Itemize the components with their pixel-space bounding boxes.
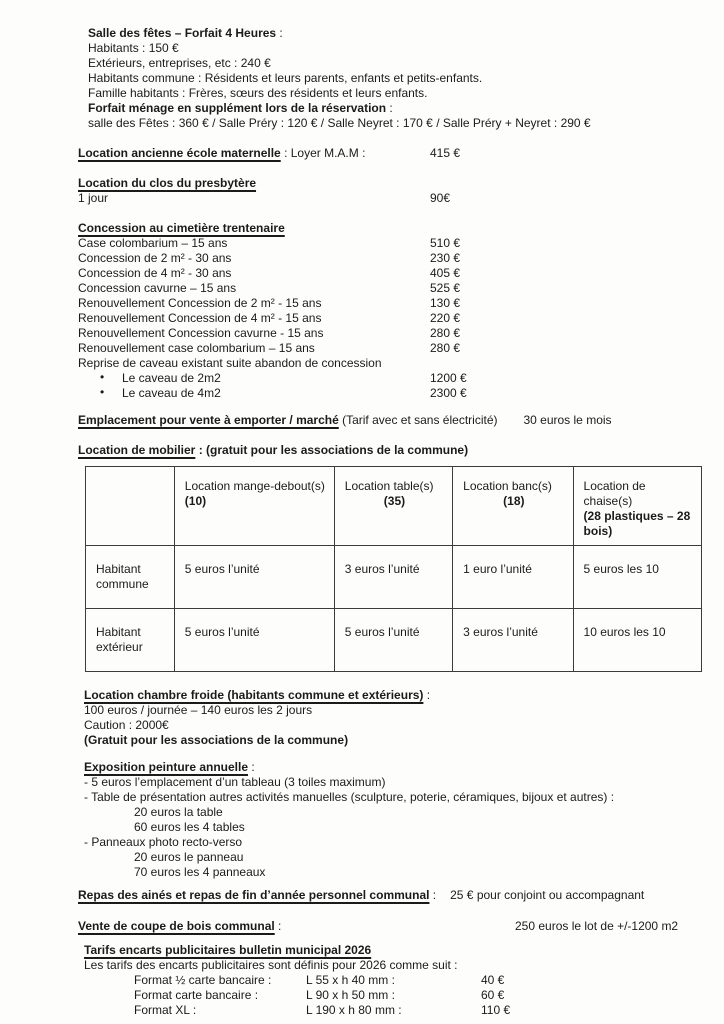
ecole-heading: Location ancienne école maternelle xyxy=(78,146,281,160)
concession-price: 280 € xyxy=(430,341,461,355)
row-label: Habitant commune xyxy=(86,546,175,609)
forfait-menage-title: Forfait ménage en supplément lors de la réservation xyxy=(88,101,387,115)
presbytere-heading-line xyxy=(78,176,702,191)
concession-row xyxy=(78,296,702,311)
concession-row xyxy=(78,251,702,266)
presbytere-row xyxy=(78,191,702,206)
exposition-line: - Panneaux photo recto-verso xyxy=(84,835,243,849)
concession-row xyxy=(78,266,702,281)
bullet-icon: • xyxy=(100,370,105,384)
chambre-heading: Location chambre froide (habitants commune et extérieurs) xyxy=(84,688,424,702)
presbytere-price: 90€ xyxy=(430,191,451,205)
exposition-subline: 60 euros les 4 tables xyxy=(134,820,245,834)
header-chaise xyxy=(573,467,701,546)
concession-row xyxy=(78,311,702,326)
mobilier-heading: Location de mobilier xyxy=(78,443,196,457)
chambre-heading-line xyxy=(84,688,702,703)
section-presbytere xyxy=(78,176,702,206)
concession-price: 230 € xyxy=(430,251,461,265)
encart-dimensions: L 190 x h 80 mm : xyxy=(306,1003,402,1017)
forfait-menage-prices: salle des Fêtes : 360 € / Salle Préry : 120 € / Salle Neyret : 170 € / Salle Préry + Neyret : 290 € xyxy=(88,116,591,130)
caveau-bullet-row xyxy=(78,371,702,386)
tariff-line-exterieurs: Extérieurs, entreprises, etc : 240 € xyxy=(88,56,271,70)
tariff-line-habitants: Habitants : 150 € xyxy=(88,41,179,55)
emplacement-note: (Tarif avec et sans électricité) xyxy=(338,413,498,427)
concession-row xyxy=(78,236,702,251)
concession-label: Concession de 4 m² - 30 ans xyxy=(78,266,232,280)
exposition-line: - Table de présentation autres activités manuelles (sculpture, poterie, céramiques, bijoux et autres) : xyxy=(84,790,615,804)
section-salle-des-fetes xyxy=(88,26,702,131)
concession-row xyxy=(78,326,702,341)
cell-value: 5 euros l’unité xyxy=(334,609,452,672)
salle-fetes-title: Salle des fêtes – Forfait 4 Heures xyxy=(88,26,277,40)
exposition-line: - 5 euros l’emplacement d’un tableau (3 toiles maximum) xyxy=(84,775,386,789)
concession-label: Case colombarium – 15 ans xyxy=(78,236,228,250)
bullet-icon: • xyxy=(100,385,105,399)
concession-price: 510 € xyxy=(430,236,461,250)
repas-value: 25 € pour conjoint ou accompagnant xyxy=(450,888,645,902)
header-banc xyxy=(453,467,573,546)
concession-heading: Concession au cimetière trentenaire xyxy=(78,221,285,235)
cell-value: 5 euros les 10 xyxy=(573,546,701,609)
presbytere-heading: Location du clos du presbytère xyxy=(78,176,257,190)
concession-price: 220 € xyxy=(430,311,461,325)
section-concession-cimetiere xyxy=(78,221,702,401)
concession-heading-line xyxy=(78,221,702,236)
chambre-tarif-line: 100 euros / journée – 140 euros les 2 jours xyxy=(84,703,313,717)
section-chambre-froide xyxy=(84,688,702,748)
concession-label: Renouvellement Concession de 2 m² - 15 ans xyxy=(78,296,322,310)
definition-habitants-commune: Habitants commune : Résidents et leurs parents, enfants et petits-enfants. xyxy=(88,71,483,85)
furniture-rental-table xyxy=(85,466,702,672)
table-header-row xyxy=(86,467,702,546)
exposition-subline: 20 euros la table xyxy=(134,805,223,819)
forfait-menage-colon: : xyxy=(386,101,393,115)
encart-row xyxy=(84,973,702,988)
chambre-colon: : xyxy=(423,688,431,702)
concession-label: Renouvellement case colombarium – 15 ans xyxy=(78,341,315,355)
cell-value: 5 euros l’unité xyxy=(174,609,334,672)
encarts-heading: Tarifs encarts publicitaires bulletin municipal 2026 xyxy=(84,943,372,957)
concession-label: Concession de 2 m² - 30 ans xyxy=(78,251,232,265)
definition-famille-habitants: Famille habitants : Frères, sœurs des résidents et leurs enfants. xyxy=(88,86,428,100)
ecole-rest: : Loyer M.A.M : xyxy=(280,146,366,160)
cell-value: 10 euros les 10 xyxy=(573,609,701,672)
encarts-intro: Les tarifs des encarts publicitaires sont définis pour 2026 comme suit : xyxy=(84,958,458,972)
exposition-subline: 20 euros le panneau xyxy=(134,850,244,864)
repas-colon: : xyxy=(429,888,437,902)
exposition-heading-line xyxy=(84,760,702,775)
header-count: (28 plastiques – 28 bois) xyxy=(583,509,691,538)
concession-row xyxy=(78,281,702,296)
encart-price: 60 € xyxy=(481,988,505,1002)
emplacement-heading: Emplacement pour vente à emporter / marché xyxy=(78,413,339,427)
concession-price: 525 € xyxy=(430,281,461,295)
encart-dimensions: L 55 x h 40 mm : xyxy=(306,973,395,987)
section-mobilier-heading xyxy=(78,443,702,458)
concession-price: 405 € xyxy=(430,266,461,280)
salle-fetes-title-line xyxy=(88,26,702,41)
caveau-label: Le caveau de 4m2 xyxy=(122,386,221,400)
encart-format: Format carte bancaire : xyxy=(134,988,259,1002)
caveau-label: Le caveau de 2m2 xyxy=(122,371,221,385)
bois-value: 250 euros le lot de +/-1200 m2 xyxy=(515,919,679,933)
concession-label: Renouvellement Concession de 4 m² - 15 ans xyxy=(78,311,322,325)
concession-label: Concession cavurne – 15 ans xyxy=(78,281,237,295)
chambre-caution-line: Caution : 2000€ xyxy=(84,718,169,732)
caveau-price: 2300 € xyxy=(430,386,467,400)
table-row-habitant-exterieur xyxy=(86,609,702,672)
header-count: (18) xyxy=(503,494,525,508)
encart-dimensions: L 90 x h 50 mm : xyxy=(306,988,395,1002)
cell-value: 1 euro l’unité xyxy=(453,546,573,609)
section-ecole-maternelle xyxy=(78,146,702,161)
encarts-heading-line xyxy=(84,943,702,958)
caveau-bullet-row xyxy=(78,386,702,401)
emplacement-price: 30 euros le mois xyxy=(523,413,612,427)
header-label: Location table(s) xyxy=(344,479,434,493)
header-empty-cell xyxy=(86,467,175,546)
presbytere-item: 1 jour xyxy=(78,191,109,205)
concession-row xyxy=(78,341,702,356)
concession-price: 280 € xyxy=(430,326,461,340)
section-coupe-bois xyxy=(78,919,702,934)
encart-format: Format XL : xyxy=(134,1003,197,1017)
encart-price: 110 € xyxy=(481,1003,511,1017)
repas-heading: Repas des ainés et repas de fin d’année personnel communal xyxy=(78,888,430,902)
caveau-price: 1200 € xyxy=(430,371,467,385)
cell-value: 3 euros l’unité xyxy=(453,609,573,672)
section-exposition-peinture xyxy=(84,760,702,880)
cell-value: 3 euros l’unité xyxy=(334,546,452,609)
section-encarts-publicitaires xyxy=(84,943,702,1018)
section-repas-aines xyxy=(78,888,702,903)
header-count: (10) xyxy=(184,494,207,508)
header-mange-debout xyxy=(174,467,334,546)
ecole-price: 415 € xyxy=(430,146,461,160)
bois-colon: : xyxy=(274,919,282,933)
salle-fetes-title-colon: : xyxy=(276,26,283,40)
header-label: Location banc(s) xyxy=(463,479,552,493)
header-table xyxy=(334,467,452,546)
header-count: (35) xyxy=(383,494,406,508)
forfait-menage-line xyxy=(88,101,702,116)
header-label: Location mange-debout(s) xyxy=(184,479,325,493)
encart-row xyxy=(84,1003,702,1018)
exposition-colon: : xyxy=(248,760,255,774)
section-emplacement-marche xyxy=(78,413,702,428)
reprise-caveau-label: Reprise de caveau existant suite abandon de concession xyxy=(78,356,382,370)
exposition-heading: Exposition peinture annuelle xyxy=(84,760,249,774)
table-row-habitant-commune xyxy=(86,546,702,609)
concession-label: Renouvellement Concession cavurne - 15 ans xyxy=(78,326,324,340)
cell-value: 5 euros l’unité xyxy=(174,546,334,609)
encart-price: 40 € xyxy=(481,973,505,987)
encart-row xyxy=(84,988,702,1003)
exposition-subline: 70 euros les 4 panneaux xyxy=(134,865,266,879)
header-label: Location de chaise(s) xyxy=(583,479,646,508)
chambre-gratuit-line: (Gratuit pour les associations de la commune) xyxy=(84,733,349,747)
mobilier-note: : (gratuit pour les associations de la commune) xyxy=(195,443,469,457)
concession-price: 130 € xyxy=(430,296,461,310)
bois-heading: Vente de coupe de bois communal xyxy=(78,919,275,933)
encart-format: Format ½ carte bancaire : xyxy=(134,973,272,987)
row-label: Habitant extérieur xyxy=(86,609,175,672)
